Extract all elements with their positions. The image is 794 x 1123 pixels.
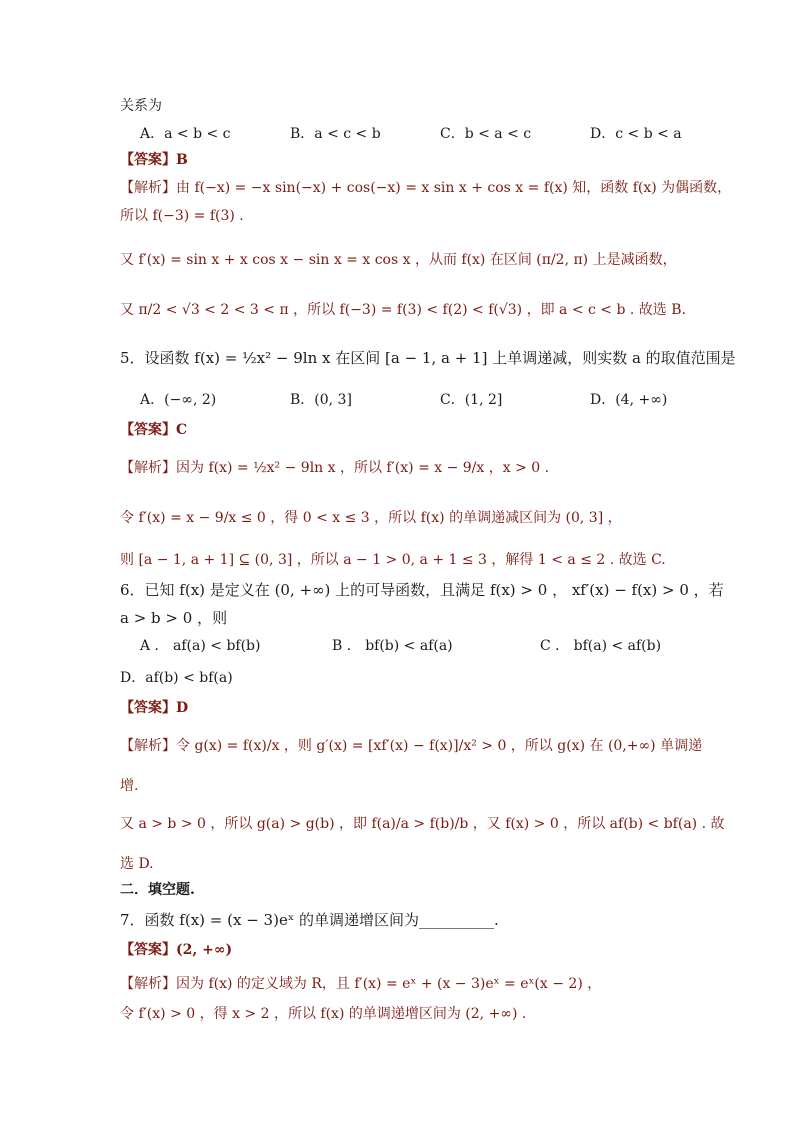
question-5: 5．设函数 f(x) = ½x² − 9ln x 在区间 [a − 1, a + 1] 上单调递减，则实数 a 的取值范围是 (120, 349, 736, 367)
solution-6-line-4: 选 D. (120, 856, 154, 872)
option-b: B ． bf(b) < af(a) (332, 638, 453, 654)
solution-5-line-1: 【解析】因为 f(x) = ½x² − 9ln x ，所以 f′(x) = x − 9/x ，x > 0 . (120, 460, 550, 476)
question-6-line-1: 6．已知 f(x) 是定义在 (0, +∞) 上的可导函数，且满足 f(x) > 0 ， xf′(x) − f(x) > 0 ，若 (120, 581, 724, 599)
option-a: A ． af(a) < bf(b) (140, 638, 261, 654)
option-a: A．a < b < c (140, 126, 231, 142)
answer-7: 【答案】(2, +∞) (120, 942, 233, 958)
option-c: C．(1, 2] (440, 392, 503, 408)
solution-5-line-2: 令 f′(x) = x − 9/x ≤ 0 ，得 0 < x ≤ 3 ，所以 f(x) 的单调递减区间为 (0, 3] ， (120, 510, 622, 526)
option-c: C．b < a < c (440, 126, 532, 142)
option-b: B．a < c < b (290, 126, 381, 142)
answer-5: 【答案】C (120, 422, 188, 438)
answer-6: 【答案】D (120, 700, 189, 716)
option-d: D．af(b) < bf(a) (120, 670, 233, 686)
solution-7-line-2: 令 f′(x) > 0 ，得 x > 2 ，所以 f(x) 的单调递增区间为 (2, +∞) . (120, 1006, 527, 1022)
solution-6-line-1: 【解析】令 g(x) = f(x)/x ，则 g′(x) = [xf′(x) − f(x)]/x² > 0 ，所以 g(x) 在 (0,+∞) 单调递 (120, 738, 703, 754)
answer-4: 【答案】B (120, 152, 188, 168)
question-6-line-2: a > b > 0 ，则 (120, 609, 228, 627)
solution-6-line-3: 又 a > b > 0 ，所以 g(a) > g(b) ，即 f(a)/a > f(b)/b ，又 f(x) > 0 ，所以 af(b) < bf(a) . 故 (120, 816, 725, 832)
solution-4-line-2: 所以 f(−3) = f(3) . (120, 208, 244, 224)
option-a: A．(−∞, 2) (140, 392, 217, 408)
solution-7-line-1: 【解析】因为 f(x) 的定义域为 R，且 f′(x) = eˣ + (x − 3)eˣ = eˣ(x − 2) ， (120, 976, 602, 992)
option-d: D．c < b < a (590, 126, 682, 142)
option-b: B．(0, 3] (290, 392, 352, 408)
solution-4-line-1: 【解析】由 f(−x) = −x sin(−x) + cos(−x) = x sin x + cos x = f(x) 知，函数 f(x) 为偶函数， (120, 180, 732, 196)
option-d: D．(4, +∞) (590, 392, 668, 408)
option-c: C ． bf(a) < af(b) (540, 638, 662, 654)
solution-4-line-4: 又 π/2 < √3 < 2 < 3 < π ，所以 f(−3) = f(3) < f(2) < f(√3) ，即 a < c < b . 故选 B. (120, 302, 686, 318)
solution-6-line-2: 增. (120, 778, 139, 794)
question-4-tail: 关系为 (120, 98, 162, 114)
solution-4-line-3: 又 f′(x) = sin x + x cos x − sin x = x cos x ，从而 f(x) 在区间 (π/2, π) 上是减函数， (120, 252, 677, 268)
solution-5-line-3: 则 [a − 1, a + 1] ⊆ (0, 3] ，所以 a − 1 > 0, a + 1 ≤ 3 ，解得 1 < a ≤ 2 . 故选 C. (120, 552, 666, 568)
section-heading-fill-in: 二．填空题. (120, 882, 195, 898)
question-7: 7．函数 f(x) = (x − 3)eˣ 的单调递增区间为__________. (120, 911, 499, 929)
